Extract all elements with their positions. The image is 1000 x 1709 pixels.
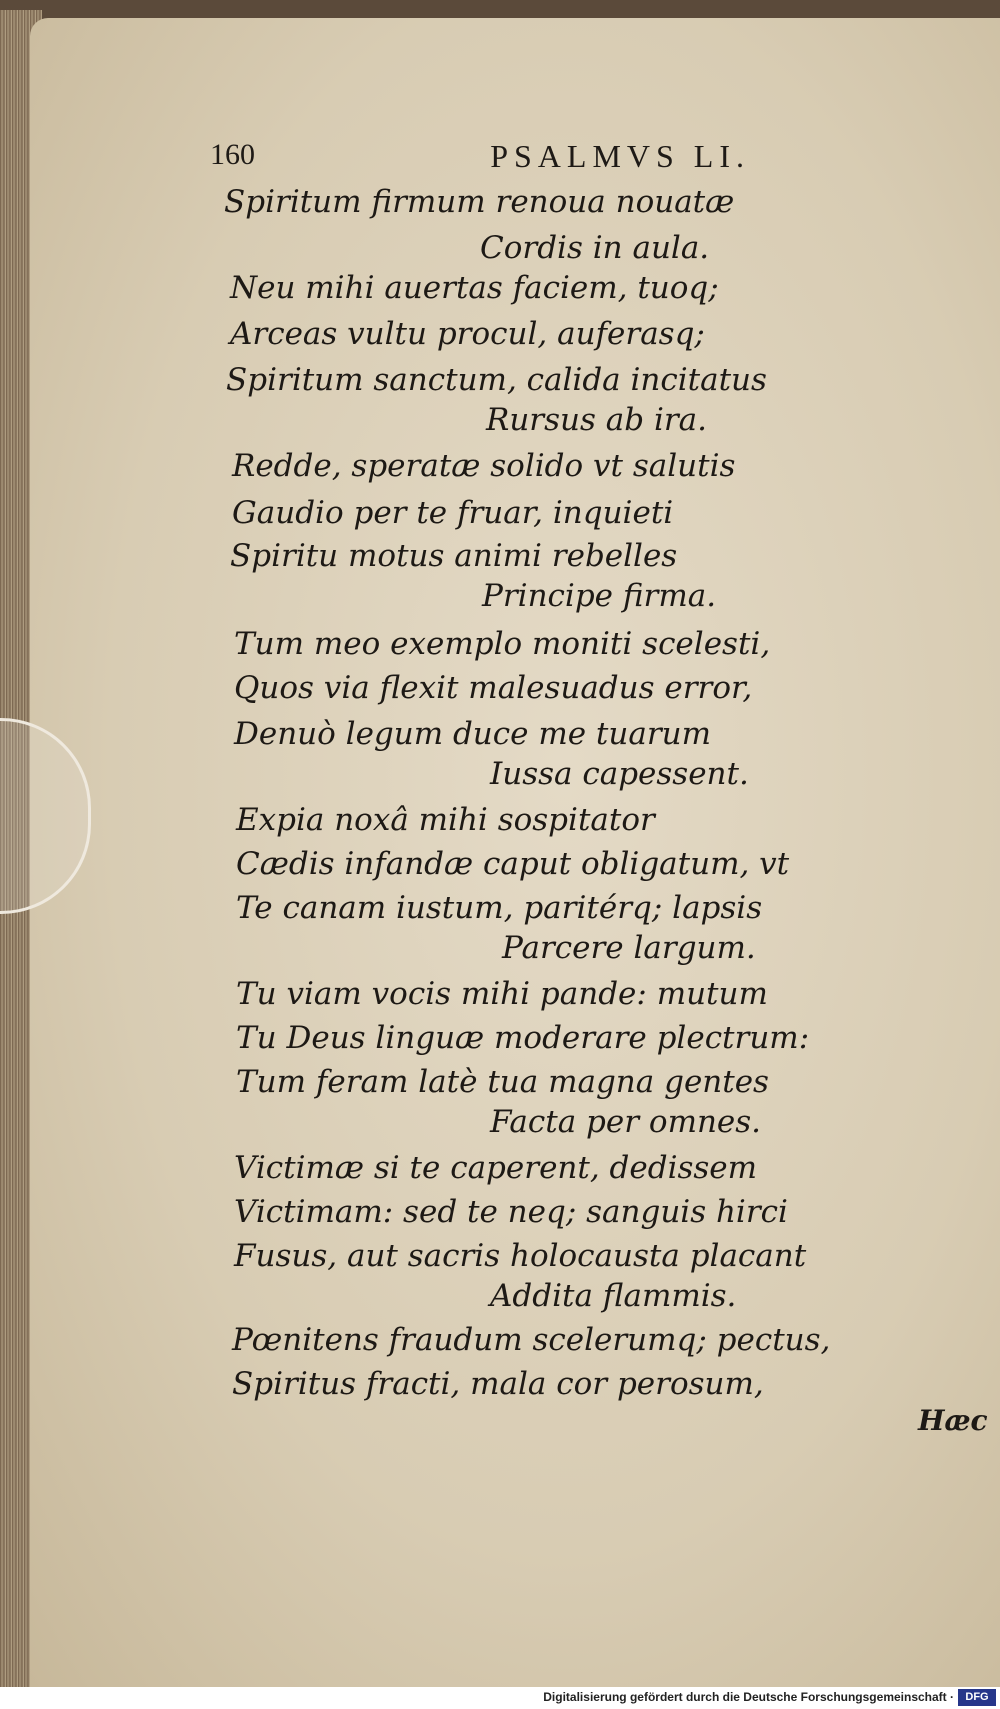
verse-line: Neu mihi auertas faciem, tuoq; — [230, 270, 719, 306]
verse-line: Quos via flexit malesuadus error, — [234, 670, 753, 706]
verse-line: Facta per omnes. — [490, 1104, 762, 1140]
verse-line: Te canam iustum, paritérq; lapsis — [236, 890, 763, 926]
digitization-footer — [0, 1687, 1000, 1709]
verse-line: Redde, speratæ solido vt salutis — [232, 448, 736, 484]
verse-line: Tu Deus linguæ moderare plectrum: — [236, 1020, 810, 1056]
running-head: PSALMVS LI. — [490, 138, 750, 174]
verse-line: Gaudio per te fruar, inquieti — [232, 495, 674, 531]
dfg-logo-icon: DFG — [958, 1689, 996, 1706]
verse-line: Iussa capessent. — [490, 756, 749, 792]
verse-line: Victimam: sed te neq; sanguis hirci — [234, 1194, 788, 1230]
footer-credit: Digitalisierung gefördert durch die Deutsche Forschungsgemeinschaft · — [543, 1690, 954, 1704]
verse-line: Denuò legum duce me tuarum — [234, 716, 712, 752]
catchword: Hæc — [918, 1404, 988, 1437]
verse-line: Addita flammis. — [490, 1278, 737, 1314]
verse-line: Expia noxâ mihi sospitator — [236, 802, 655, 838]
verse-line: Spiritus fracti, mala cor perosum, — [232, 1366, 764, 1402]
verse-line: Arceas vultu procul, auferasq; — [230, 316, 705, 352]
verse-line: Fusus, aut sacris holocausta placant — [234, 1238, 807, 1274]
verse-line: Tu viam vocis mihi pande: mutum — [236, 976, 768, 1012]
verse-line: Spiritu motus animi rebelles — [230, 538, 678, 574]
verse-line: Spiritum sanctum, calida incitatus — [226, 362, 767, 398]
verse-line: Victimæ si te caperent, dedissem — [234, 1150, 758, 1186]
verse-line: Rursus ab ira. — [486, 402, 708, 438]
page-number: 160 — [210, 138, 255, 171]
verse-line: Parcere largum. — [502, 930, 756, 966]
verse-line: Spiritum firmum renoua nouatæ — [224, 184, 735, 220]
verse-line: Pœnitens fraudum scelerumq; pectus, — [232, 1322, 831, 1358]
verse-line: Cædis infandæ caput obligatum, vt — [236, 846, 790, 882]
verse-line: Principe firma. — [482, 578, 717, 614]
verse-line: Tum meo exemplo moniti scelesti, — [234, 626, 771, 662]
verse-line: Cordis in aula. — [480, 230, 710, 266]
verse-line: Tum feram latè tua magna gentes — [236, 1064, 769, 1100]
